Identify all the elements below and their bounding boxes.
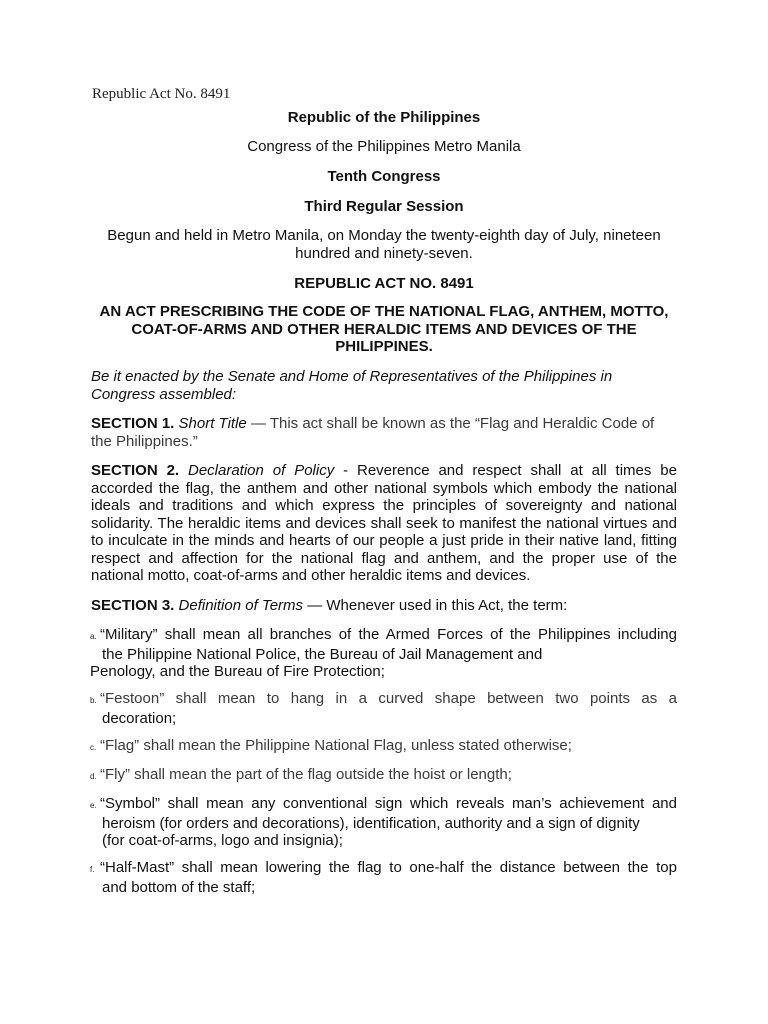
act-title: AN ACT PRESCRIBING THE CODE OF THE NATIONAL FLAG, ANTHEM, MOTTO, COAT-OF-ARMS AND OTHER HERALDIC ITEMS AND DEVICES OF THE PHILIPPINES. <box>99 303 669 355</box>
section-3-text: — Whenever used in this Act, the term: <box>307 597 568 614</box>
section-3-heading: Definition of Terms <box>178 597 304 614</box>
enacting-clause-text: Be it enacted by the Senate and Home of Representatives of the Philippines in Congress assembled: <box>91 368 613 403</box>
begun-statement: Begun and held in Metro Manila, on Monday the twenty-eighth day of July, nineteen hundred and ninety-seven. <box>107 227 661 262</box>
definition-line: and bottom of the staff; <box>102 878 256 896</box>
section-2-text: - Reverence and respect shall at all times be accorded the flag, the anthem and other national symbols which embody the national ideals and traditions and which express the principles of sovereignty and national solidarity. The heraldic items and devices shall seek to manifest the national virtues and to inculcate in the minds and hearts of our people a just pride in their native land, fitting respect and affection for the national flag and anthem, and the proper use of the national motto, coat-of-arms and other heraldic items and devices. <box>91 462 677 584</box>
list-marker: a. <box>90 632 97 641</box>
definition-item-b <box>90 690 677 727</box>
definition-line: (for coat-of-arms, logo and insignia); <box>102 832 343 849</box>
running-title: Republic Act No. 8491 <box>92 86 231 102</box>
congress-heading: Congress of the Philippines Metro Manila <box>247 138 521 155</box>
list-marker: f. <box>90 865 95 874</box>
definition-line: decoration; <box>102 709 177 727</box>
act-number: REPUBLIC ACT NO. 8491 <box>294 275 474 292</box>
definition-line: “Flag” shall mean the Philippine National Flag, unless stated otherwise; <box>100 737 572 754</box>
definition-line: “Fly” shall mean the part of the flag outside the hoist or length; <box>100 766 512 783</box>
definition-line: the Philippine National Police, the Bureau of Jail Management and <box>102 645 543 663</box>
definition-line: heroism (for orders and decorations), identification, authority and a sign of dignity <box>102 814 640 832</box>
section-2 <box>91 462 677 585</box>
definition-item-a <box>90 626 677 681</box>
section-1-label: SECTION 1. <box>91 415 175 432</box>
definition-line: “Half-Mast” shall mean lowering the flag to one-half the distance between the top <box>100 859 677 876</box>
list-marker: e. <box>90 801 97 810</box>
definition-item-f <box>90 859 677 896</box>
list-marker: b. <box>90 696 97 705</box>
section-1-text: — This act shall be known as the “Flag and Heraldic Code of the Philippines.” <box>91 415 655 450</box>
definition-line: “Military” shall mean all branches of the Armed Forces of the Philippines including <box>100 626 677 643</box>
definition-item-e <box>90 795 677 850</box>
definition-line: “Symbol” shall mean any conventional sign which reveals man’s achievement and <box>100 795 677 812</box>
tenth-congress-heading: Tenth Congress <box>327 168 441 185</box>
definition-item-c <box>90 737 677 757</box>
enacting-clause <box>91 368 677 403</box>
list-marker: c. <box>90 743 97 752</box>
republic-heading: Republic of the Philippines <box>287 109 481 126</box>
list-marker: d. <box>90 772 97 781</box>
section-2-heading: Declaration of Policy <box>188 462 335 479</box>
session-heading: Third Regular Session <box>304 198 464 215</box>
definition-item-d <box>90 766 677 786</box>
section-2-label: SECTION 2. <box>91 462 180 479</box>
definition-line: “Festoon” shall mean to hang in a curved shape between two points as a <box>100 690 677 707</box>
section-3-label: SECTION 3. <box>91 597 175 614</box>
section-1 <box>91 415 677 450</box>
section-1-heading: Short Title <box>178 415 247 432</box>
definition-line: Penology, and the Bureau of Fire Protection; <box>90 663 385 680</box>
section-3 <box>91 597 677 615</box>
